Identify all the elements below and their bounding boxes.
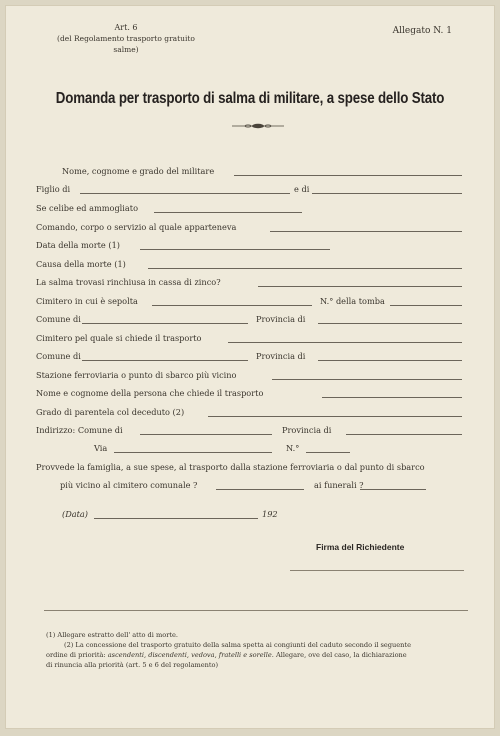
row-piu-vicino bbox=[36, 480, 464, 492]
label-provincia3: Provincia di bbox=[282, 425, 332, 435]
field-nome[interactable] bbox=[234, 175, 462, 176]
divider-rule bbox=[44, 610, 468, 611]
attachment-number: Allegato N. 1 bbox=[392, 26, 452, 36]
label-parentela: Grado di parentela col deceduto (2) bbox=[36, 407, 185, 417]
label-cassa: La salma trovasi rinchiusa in cassa di zinco? bbox=[36, 277, 221, 287]
row-cimitero-trasporto bbox=[36, 333, 464, 345]
label-funerali: ai funerali ? bbox=[314, 480, 364, 490]
ornament-divider-icon bbox=[232, 123, 284, 129]
footnote-2-line-1: (2) La concessione del trasporto gratuito della salma spetta ai congiunti del caduto secondo il seguente bbox=[64, 641, 411, 649]
article-number: Art. 6 bbox=[114, 23, 138, 32]
row-indirizzo bbox=[36, 425, 464, 437]
label-richiedente: Nome e cognome della persona che chiede il trasporto bbox=[36, 388, 264, 398]
row-causa bbox=[36, 259, 464, 271]
field-padre[interactable] bbox=[80, 193, 290, 194]
label-indirizzo: Indirizzo: Comune di bbox=[36, 425, 123, 435]
row-provvede bbox=[36, 462, 464, 474]
label-comune1: Comune di bbox=[36, 314, 81, 324]
field-provincia1[interactable] bbox=[318, 323, 462, 324]
form-sheet bbox=[6, 6, 494, 728]
field-cimitero-trasporto[interactable] bbox=[228, 342, 462, 343]
field-cimitero-sepolta[interactable] bbox=[152, 305, 312, 306]
label-via: Via bbox=[94, 443, 108, 453]
footnote-2-line-2 bbox=[46, 650, 466, 660]
field-parentela[interactable] bbox=[208, 416, 462, 417]
field-madre[interactable] bbox=[312, 193, 462, 194]
footnotes bbox=[46, 630, 466, 670]
row-richiedente bbox=[36, 388, 464, 400]
label-provvede: Provvede la famiglia, a sue spese, al trasporto dalla stazione ferroviaria o dal punto di sbarco bbox=[36, 462, 425, 472]
field-provincia3[interactable] bbox=[346, 434, 462, 435]
label-comando: Comando, corpo o servizio al quale apparteneva bbox=[36, 222, 237, 232]
label-data-morte: Data della morte (1) bbox=[36, 240, 120, 250]
field-comando[interactable] bbox=[270, 231, 462, 232]
label-anno: 192 bbox=[262, 509, 278, 519]
field-numero[interactable] bbox=[306, 452, 350, 453]
field-celibe[interactable] bbox=[154, 212, 302, 213]
field-stazione[interactable] bbox=[272, 379, 462, 380]
signature-line[interactable] bbox=[290, 570, 464, 571]
field-funerali[interactable] bbox=[360, 489, 426, 490]
label-celibe: Se celibe ed ammogliato bbox=[36, 203, 139, 213]
label-cimitero-sepolta: Cimitero in cui è sepolta bbox=[36, 296, 138, 306]
regulation-reference: (del Regolamento trasporto gratuito salme) bbox=[57, 34, 195, 54]
row-nome bbox=[36, 166, 464, 178]
label-comune2: Comune di bbox=[36, 351, 81, 361]
row-data-morte bbox=[36, 240, 464, 252]
field-num-tomba[interactable] bbox=[390, 305, 462, 306]
label-cimitero-trasporto: Cimitero pel quale si chiede il trasporto bbox=[36, 333, 202, 343]
footnote-1: (1) Allegare estratto dell' atto di morte. bbox=[46, 631, 178, 639]
field-comune1[interactable] bbox=[82, 323, 248, 324]
footnote-2-line-3: di rinuncia alla priorità (art. 5 e 6 del regolamento) bbox=[46, 661, 219, 669]
row-stazione bbox=[36, 370, 464, 382]
row-comune1 bbox=[36, 314, 464, 326]
label-provincia1: Provincia di bbox=[256, 314, 306, 324]
label-figlio: Figlio di bbox=[36, 184, 71, 194]
field-provincia2[interactable] bbox=[318, 360, 462, 361]
footnote-2-priority-list: ascendenti, discendenti, vedova, fratelli e sorelle. bbox=[107, 651, 274, 659]
row-parentela bbox=[36, 407, 464, 419]
footnote-2-allegare: Allegare, ove del caso, la dichiarazione bbox=[276, 651, 407, 659]
row-via bbox=[36, 443, 464, 455]
field-cassa[interactable] bbox=[258, 286, 462, 287]
article-header bbox=[46, 22, 206, 55]
row-celibe bbox=[36, 203, 464, 215]
field-via[interactable] bbox=[114, 452, 272, 453]
label-data: (Data) bbox=[62, 509, 89, 519]
label-causa: Causa della morte (1) bbox=[36, 259, 126, 269]
label-nome: Nome, cognome e grado del militare bbox=[62, 166, 215, 176]
label-e-di: e di bbox=[294, 184, 310, 194]
row-cimitero-sepolta bbox=[36, 296, 464, 308]
footnote-2-priority-label: ordine di priorità: bbox=[46, 651, 106, 659]
field-richiedente[interactable] bbox=[322, 397, 462, 398]
label-piu-vicino: più vicino al cimitero comunale ? bbox=[60, 480, 198, 490]
signature-label: Firma del Richiedente bbox=[316, 542, 405, 552]
label-stazione: Stazione ferroviaria o punto di sbarco più vicino bbox=[36, 370, 237, 380]
row-comune2 bbox=[36, 351, 464, 363]
field-piu-vicino[interactable] bbox=[216, 489, 304, 490]
field-comune2[interactable] bbox=[82, 360, 248, 361]
label-provincia2: Provincia di bbox=[256, 351, 306, 361]
field-data-morte[interactable] bbox=[140, 249, 330, 250]
row-comando bbox=[36, 222, 464, 234]
label-numero: N.° bbox=[286, 443, 300, 453]
field-data[interactable] bbox=[94, 518, 258, 519]
field-causa[interactable] bbox=[148, 268, 462, 269]
page-title: Domanda per trasporto di salma di militare, a spese dello Stato bbox=[55, 90, 445, 107]
row-figlio bbox=[36, 184, 464, 196]
row-data bbox=[36, 509, 464, 521]
label-num-tomba: N.° della tomba bbox=[320, 296, 385, 306]
row-cassa bbox=[36, 277, 464, 289]
field-indirizzo-comune[interactable] bbox=[140, 434, 272, 435]
